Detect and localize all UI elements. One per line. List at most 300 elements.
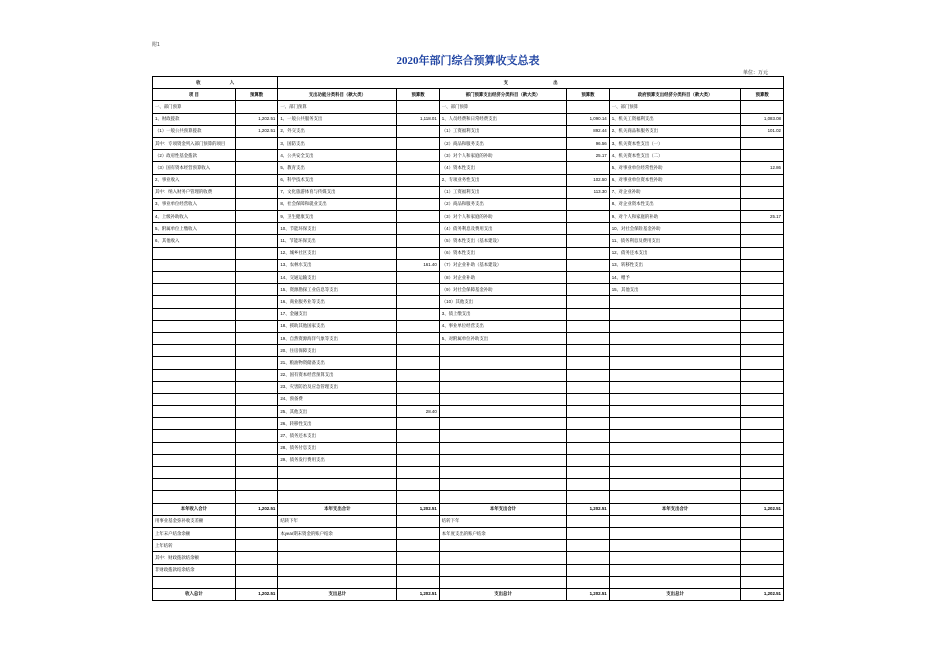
table-cell-label xyxy=(153,454,236,466)
col-econ-budget: 预算数 xyxy=(567,89,609,101)
table-cell-label: 收入总计 xyxy=(153,588,236,600)
table-cell-amount xyxy=(741,418,784,430)
table-cell-amount xyxy=(235,162,278,174)
col-govecon-budget: 预算数 xyxy=(741,89,784,101)
table-cell-amount xyxy=(397,454,439,466)
table-row xyxy=(153,247,784,259)
table-cell-amount xyxy=(567,369,609,381)
table-cell-amount xyxy=(741,345,784,357)
table-cell-label: 1、财政拨款 xyxy=(153,113,236,125)
table-cell-amount xyxy=(235,137,278,149)
table-cell-amount xyxy=(567,357,609,369)
table-cell-label: 8、社会保障和就业支出 xyxy=(278,198,397,210)
table-cell-label: 4、事业单位经营支出 xyxy=(439,320,566,332)
table-row xyxy=(153,540,784,552)
table-cell-label: 25、其他支出 xyxy=(278,406,397,418)
table-cell-label xyxy=(278,540,397,552)
budget-table xyxy=(152,76,784,601)
table-row xyxy=(153,186,784,198)
table-cell-amount xyxy=(567,198,609,210)
table-cell-amount xyxy=(397,137,439,149)
table-cell-label: （2）政府性基金拨款 xyxy=(153,150,236,162)
table-cell-label xyxy=(609,418,741,430)
table-cell-amount xyxy=(567,442,609,454)
table-cell-label xyxy=(153,296,236,308)
table-row xyxy=(153,552,784,564)
table-cell-label: 3、机关资本性支出（一） xyxy=(609,137,741,149)
table-cell-amount xyxy=(741,223,784,235)
table-cell-amount xyxy=(397,235,439,247)
table-cell-label xyxy=(609,564,741,576)
table-row xyxy=(153,125,784,137)
table-row xyxy=(153,406,784,418)
table-cell-label xyxy=(609,527,741,539)
table-cell-amount xyxy=(235,320,278,332)
table-cell-label: 2、专项业务性支出 xyxy=(439,174,566,186)
table-cell-label: 8、对企业资本性支出 xyxy=(609,198,741,210)
table-cell-amount: 102.50 xyxy=(567,174,609,186)
table-cell-label xyxy=(439,454,566,466)
table-cell-label: 本年支出合计 xyxy=(278,503,397,515)
table-cell-label: 15、其他支出 xyxy=(609,284,741,296)
table-cell-amount xyxy=(741,442,784,454)
col-func-item: 支出功能分类科目（款大类） xyxy=(278,89,397,101)
table-cell-amount xyxy=(235,345,278,357)
table-cell-label: 13、农林水支出 xyxy=(278,259,397,271)
table-cell-label: 3、事业单位经营收入 xyxy=(153,198,236,210)
table-cell-amount xyxy=(235,515,278,527)
table-cell-amount: 1,202.51 xyxy=(235,503,278,515)
page-title: 2020年部门综合预算收支总表 xyxy=(396,55,540,67)
table-cell-amount xyxy=(741,467,784,479)
table-cell-label: 一、部门预算 xyxy=(439,101,566,113)
table-row xyxy=(153,332,784,344)
table-cell-amount xyxy=(235,247,278,259)
table-cell-label: 5、对事业单位经常性补助 xyxy=(609,162,741,174)
table-cell-label xyxy=(153,357,236,369)
table-cell-label xyxy=(609,369,741,381)
table-cell-label xyxy=(439,357,566,369)
table-cell-amount xyxy=(741,515,784,527)
table-cell-label xyxy=(439,491,566,503)
table-cell-label: 2、事业收入 xyxy=(153,174,236,186)
table-cell-amount xyxy=(741,137,784,149)
table-cell-label: 本年度支出的账户结余 xyxy=(439,527,566,539)
table-cell-label: 12、债务还本支出 xyxy=(609,247,741,259)
group-header-row xyxy=(153,77,784,89)
table-cell-label xyxy=(609,430,741,442)
table-cell-amount xyxy=(567,320,609,332)
table-cell-label: （2）商品和服务支出 xyxy=(439,137,566,149)
table-cell-label: （2）商品和服务支出 xyxy=(439,198,566,210)
table-cell-amount: 113.30 xyxy=(567,186,609,198)
table-cell-amount xyxy=(567,345,609,357)
table-cell-amount xyxy=(397,296,439,308)
table-cell-amount xyxy=(235,259,278,271)
table-cell-label: 本年收入合计 xyxy=(153,503,236,515)
table-cell-label xyxy=(439,369,566,381)
table-cell-label xyxy=(153,345,236,357)
table-cell-label: 16、商业服务业等支出 xyxy=(278,296,397,308)
table-cell-label xyxy=(153,418,236,430)
table-cell-amount xyxy=(235,296,278,308)
table-cell-label xyxy=(609,357,741,369)
table-cell-label: 5、教育支出 xyxy=(278,162,397,174)
table-cell-amount: 1,202.51 xyxy=(567,503,609,515)
table-cell-label xyxy=(153,430,236,442)
table-cell-amount xyxy=(235,552,278,564)
table-cell-label: 用事业基金弥补收支差额 xyxy=(153,515,236,527)
table-cell-amount xyxy=(741,259,784,271)
table-cell-label: 10、节能环保支出 xyxy=(278,223,397,235)
table-cell-label: 1、一般公共服务支出 xyxy=(278,113,397,125)
table-cell-label xyxy=(609,454,741,466)
table-row-subtotal xyxy=(153,503,784,515)
table-cell-label: 结转下年 xyxy=(439,515,566,527)
table-cell-label xyxy=(153,479,236,491)
table-cell-label xyxy=(278,479,397,491)
table-cell-amount xyxy=(397,442,439,454)
table-cell-label: （1）工资福利支出 xyxy=(439,186,566,198)
table-cell-label xyxy=(439,393,566,405)
table-cell-label xyxy=(609,467,741,479)
table-cell-label xyxy=(153,247,236,259)
table-row xyxy=(153,454,784,466)
table-cell-label xyxy=(609,332,741,344)
table-row xyxy=(153,442,784,454)
table-cell-amount xyxy=(397,430,439,442)
table-cell-amount xyxy=(567,564,609,576)
table-cell-amount xyxy=(567,467,609,479)
table-cell-label: 27、债务还本支出 xyxy=(278,430,397,442)
table-cell-label: 本年支出合计 xyxy=(439,503,566,515)
table-cell-label: 24、预备费 xyxy=(278,393,397,405)
table-cell-label xyxy=(609,491,741,503)
table-row xyxy=(153,320,784,332)
table-cell-label: （3）国有资本经营预算收入 xyxy=(153,162,236,174)
table-cell-amount: 96.56 xyxy=(567,137,609,149)
table-cell-label xyxy=(278,491,397,503)
table-cell-amount xyxy=(235,211,278,223)
table-cell-amount xyxy=(567,479,609,491)
table-row xyxy=(153,393,784,405)
table-cell-label: 支出总计 xyxy=(609,588,741,600)
table-cell-label xyxy=(439,467,566,479)
table-row xyxy=(153,150,784,162)
table-cell-amount xyxy=(741,552,784,564)
table-cell-amount xyxy=(235,150,278,162)
table-cell-label: 3、债上缴支出 xyxy=(439,308,566,320)
table-cell-amount xyxy=(397,284,439,296)
table-cell-label: 28、债务付息支出 xyxy=(278,442,397,454)
table-cell-amount xyxy=(397,369,439,381)
table-cell-amount xyxy=(741,247,784,259)
table-cell-label: 4、机关资本性支出（二） xyxy=(609,150,741,162)
table-cell-label: （10）其他支出 xyxy=(439,296,566,308)
table-cell-label: 2、外交支出 xyxy=(278,125,397,137)
table-cell-amount xyxy=(741,564,784,576)
table-cell-amount xyxy=(567,259,609,271)
table-cell-amount xyxy=(567,284,609,296)
table-cell-amount xyxy=(235,332,278,344)
table-row xyxy=(153,467,784,479)
column-header-row xyxy=(153,89,784,101)
table-cell-amount xyxy=(397,101,439,113)
table-cell-label: 上年末户结余余额 xyxy=(153,527,236,539)
table-cell-label xyxy=(153,320,236,332)
table-cell-label xyxy=(153,491,236,503)
table-cell-label: 11、债务利息及费用支出 xyxy=(609,235,741,247)
table-cell-label: （3）对个人和家庭的补助 xyxy=(439,211,566,223)
table-cell-amount xyxy=(741,527,784,539)
table-cell-amount xyxy=(741,320,784,332)
table-cell-amount xyxy=(741,150,784,162)
table-cell-amount xyxy=(741,454,784,466)
table-cell-amount xyxy=(235,540,278,552)
table-row xyxy=(153,381,784,393)
table-cell-label: （7）对企业补助（基本建设） xyxy=(439,259,566,271)
table-cell-label xyxy=(153,467,236,479)
table-row xyxy=(153,162,784,174)
table-cell-amount xyxy=(397,491,439,503)
table-cell-amount xyxy=(567,211,609,223)
table-cell-label: 14、赠予 xyxy=(609,272,741,284)
table-cell-amount xyxy=(741,186,784,198)
table-cell-amount: 892.44 xyxy=(567,125,609,137)
table-cell-amount: 101.02 xyxy=(741,125,784,137)
table-cell-amount: 1,202.51 xyxy=(567,588,609,600)
table-cell-amount xyxy=(567,418,609,430)
table-cell-label xyxy=(278,564,397,576)
table-cell-amount xyxy=(567,430,609,442)
table-cell-label: 12、城乡社区支出 xyxy=(278,247,397,259)
table-cell-amount xyxy=(567,296,609,308)
table-cell-amount xyxy=(235,198,278,210)
table-cell-label: （3）对个人和家庭的补助 xyxy=(439,150,566,162)
table-cell-amount: 1,202.51 xyxy=(235,588,278,600)
table-cell-amount xyxy=(235,284,278,296)
table-cell-amount xyxy=(235,479,278,491)
table-cell-label: 17、金融支出 xyxy=(278,308,397,320)
table-cell-label: 26、转移性支出 xyxy=(278,418,397,430)
col-econ-item: 部门预算支出经济分类科目（款大类） xyxy=(439,89,566,101)
table-cell-label xyxy=(439,576,566,588)
table-cell-label xyxy=(609,479,741,491)
table-cell-label: 4、公共安全支出 xyxy=(278,150,397,162)
table-cell-label xyxy=(153,576,236,588)
table-cell-label xyxy=(153,272,236,284)
table-row xyxy=(153,272,784,284)
table-row xyxy=(153,284,784,296)
table-cell-label xyxy=(439,479,566,491)
table-cell-amount xyxy=(567,381,609,393)
table-cell-amount xyxy=(567,552,609,564)
table-cell-label xyxy=(439,406,566,418)
table-cell-amount xyxy=(567,223,609,235)
table-row xyxy=(153,527,784,539)
table-cell-label: 13、转移性支出 xyxy=(609,259,741,271)
table-cell-label xyxy=(609,515,741,527)
table-cell-amount xyxy=(741,101,784,113)
table-cell-label: 6、对事业单位资本性补助 xyxy=(609,174,741,186)
table-cell-amount xyxy=(567,393,609,405)
table-cell-amount xyxy=(235,381,278,393)
table-cell-amount: 25.17 xyxy=(567,150,609,162)
table-cell-label xyxy=(609,296,741,308)
table-cell-label xyxy=(439,345,566,357)
table-row xyxy=(153,174,784,186)
table-cell-amount xyxy=(235,406,278,418)
table-cell-amount: 1,202.51 xyxy=(741,503,784,515)
table-cell-label: （1）一般公共预算拨款 xyxy=(153,125,236,137)
table-cell-label: 支出总计 xyxy=(278,588,397,600)
table-cell-label: 6、科学技术支出 xyxy=(278,174,397,186)
table-cell-amount: 1,202.51 xyxy=(235,125,278,137)
table-cell-amount xyxy=(397,125,439,137)
table-cell-amount xyxy=(741,284,784,296)
table-cell-label xyxy=(439,442,566,454)
table-cell-label xyxy=(609,576,741,588)
table-cell-amount xyxy=(567,308,609,320)
col-income-budget: 预算数 xyxy=(235,89,278,101)
table-cell-amount xyxy=(567,162,609,174)
table-cell-label: （1）工资福利支出 xyxy=(439,125,566,137)
expense-group-header: 支 出 xyxy=(278,77,784,89)
table-cell-amount xyxy=(567,576,609,588)
table-cell-amount xyxy=(567,527,609,539)
table-cell-label: 22、国有资本经营预算支出 xyxy=(278,369,397,381)
table-cell-amount: 1,083.08 xyxy=(741,113,784,125)
table-cell-label: 其中：财政拨款结余额 xyxy=(153,552,236,564)
table-cell-label xyxy=(609,442,741,454)
table-cell-amount xyxy=(741,332,784,344)
table-cell-label xyxy=(609,406,741,418)
table-cell-label xyxy=(439,381,566,393)
table-cell-amount xyxy=(741,491,784,503)
table-cell-amount: 12.86 xyxy=(741,162,784,174)
table-cell-label: 一、部门预算 xyxy=(278,101,397,113)
table-cell-label: 5、附属单位上缴收入 xyxy=(153,223,236,235)
table-cell-label xyxy=(153,442,236,454)
table-cell-amount xyxy=(235,430,278,442)
table-cell-label xyxy=(609,381,741,393)
table-row xyxy=(153,235,784,247)
table-cell-label: 结转下年 xyxy=(278,515,397,527)
table-cell-label xyxy=(609,540,741,552)
table-cell-label: 1、人员经费和日常经费支出 xyxy=(439,113,566,125)
table-cell-amount xyxy=(397,332,439,344)
table-cell-amount xyxy=(397,308,439,320)
table-cell-label: 一、部门预算 xyxy=(609,101,741,113)
table-cell-amount xyxy=(397,576,439,588)
table-cell-label: 2、机关商品和服务支出 xyxy=(609,125,741,137)
table-cell-amount xyxy=(397,174,439,186)
table-cell-amount: 28.40 xyxy=(397,406,439,418)
table-cell-amount xyxy=(235,308,278,320)
table-cell-label xyxy=(278,467,397,479)
table-cell-amount xyxy=(741,540,784,552)
table-cell-label: 上年结转 xyxy=(153,540,236,552)
table-cell-amount xyxy=(397,418,439,430)
table-cell-label xyxy=(609,308,741,320)
table-cell-amount xyxy=(235,369,278,381)
unit-note: 单位：万元 xyxy=(742,70,768,76)
table-cell-amount xyxy=(397,162,439,174)
table-row xyxy=(153,515,784,527)
table-cell-label: 18、援助其他国家支出 xyxy=(278,320,397,332)
table-cell-amount xyxy=(397,223,439,235)
table-cell-amount xyxy=(397,467,439,479)
table-cell-amount xyxy=(567,491,609,503)
table-cell-label: 7、对企业补助 xyxy=(609,186,741,198)
table-cell-amount xyxy=(567,247,609,259)
table-cell-amount xyxy=(235,393,278,405)
table-cell-label: 其中：专项资金列入部门预算的项目 xyxy=(153,137,236,149)
table-row xyxy=(153,113,784,125)
table-cell-label: 19、自然资源海洋气象等支出 xyxy=(278,332,397,344)
table-cell-amount xyxy=(397,381,439,393)
table-cell-amount: 1,202.51 xyxy=(741,588,784,600)
table-cell-label xyxy=(153,308,236,320)
table-cell-label xyxy=(153,284,236,296)
table-cell-label xyxy=(439,540,566,552)
table-cell-label: 5、对附属单位补助支出 xyxy=(439,332,566,344)
table-cell-amount xyxy=(741,235,784,247)
table-cell-amount xyxy=(397,552,439,564)
table-row xyxy=(153,479,784,491)
table-cell-label: 15、资源勘探工业信息等支出 xyxy=(278,284,397,296)
table-cell-amount xyxy=(397,540,439,552)
table-row xyxy=(153,491,784,503)
table-cell-amount xyxy=(235,576,278,588)
table-cell-label xyxy=(278,576,397,588)
table-row xyxy=(153,576,784,588)
table-cell-amount xyxy=(235,418,278,430)
table-cell-amount xyxy=(397,564,439,576)
table-cell-amount xyxy=(741,198,784,210)
table-cell-label: 1、机关工资福利支出 xyxy=(609,113,741,125)
table-cell-amount xyxy=(567,540,609,552)
table-cell-label xyxy=(278,552,397,564)
table-row xyxy=(153,369,784,381)
table-cell-label: 支出总计 xyxy=(439,588,566,600)
table-cell-amount xyxy=(397,527,439,539)
table-cell-label: （6）资本性支出 xyxy=(439,247,566,259)
col-income-item: 项 目 xyxy=(153,89,236,101)
table-cell-label: 其中：纳入财务户管理的收费 xyxy=(153,186,236,198)
table-cell-label xyxy=(439,418,566,430)
table-cell-label: （8）对企业补助 xyxy=(439,272,566,284)
table-row xyxy=(153,308,784,320)
table-cell-label xyxy=(153,332,236,344)
table-cell-label xyxy=(439,552,566,564)
table-cell-label: 20、住房保障支出 xyxy=(278,345,397,357)
table-cell-label: 9、对个人和家庭的补助 xyxy=(609,211,741,223)
table-cell-label xyxy=(153,393,236,405)
table-cell-label xyxy=(609,552,741,564)
table-cell-amount xyxy=(741,174,784,186)
table-cell-amount xyxy=(235,272,278,284)
table-cell-amount xyxy=(235,223,278,235)
table-cell-label: （4）债务利息及费用支出 xyxy=(439,223,566,235)
table-cell-amount xyxy=(235,442,278,454)
table-row xyxy=(153,211,784,223)
table-row xyxy=(153,259,784,271)
table-cell-label: （5）资本性支出（基本建设） xyxy=(439,235,566,247)
table-cell-amount: 1,202.51 xyxy=(235,113,278,125)
table-cell-label xyxy=(153,369,236,381)
table-cell-amount xyxy=(235,491,278,503)
